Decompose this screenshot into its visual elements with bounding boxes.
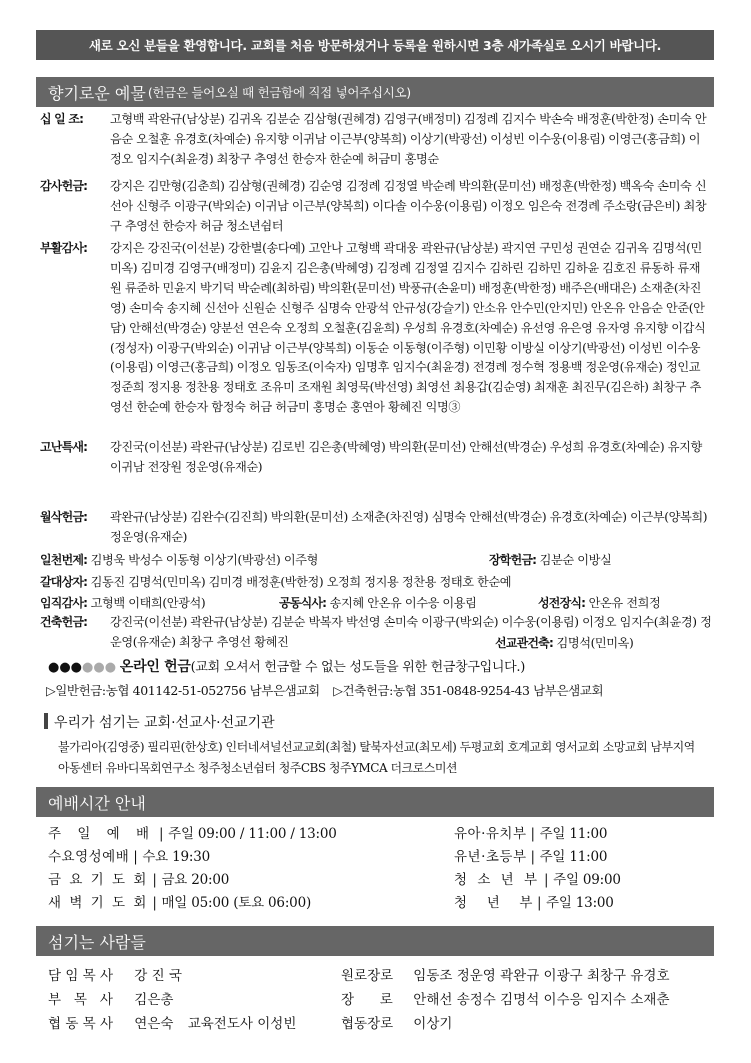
worship-row: 청 년 부 | 주일 13:00: [454, 895, 614, 911]
section-bar-icon: [44, 713, 48, 729]
staff-title: 섬기는 사람들: [48, 932, 146, 952]
staff-row-elders: 장 로 안해선 송정수 김명석 이수응 임지수 소재춘: [341, 992, 670, 1008]
welcome-banner: 새로 오신 분들을 환영합니다. 교회를 처음 방문하셨거나 등록을 원하시면 3층 새가족실로 오시기 바랍니다.: [36, 30, 714, 60]
staff-row-elders: 협동장로 이상기: [341, 1016, 453, 1032]
offering-group-monthly: [40, 508, 710, 548]
worship-section-header: [36, 787, 714, 817]
offering-label: 월삭헌금:: [40, 510, 88, 524]
offering-names: 곽완규(남상분) 김완수(김진희) 박의환(문미선) 소재춘(차진영) 심명숙 안해선(박경순) 유경호(차예순) 이근부(양복희) 정운영(유재순): [110, 510, 708, 544]
general-account: ▷일반헌금:농협 401142-51-052756 남부은샘교회: [46, 683, 320, 698]
staff-row-elders: 원로장로 임동조 정운영 곽완규 이광구 최창구 유경호: [341, 968, 670, 984]
offerings-title: 향기로운 예물: [48, 83, 146, 103]
churches-list: 불가리아(김영중) 필리핀(한상호) 인터네셔널선교교회(최철) 탈북자선교(최모세) 두평교회 호계교회 영서교회 소망교회 남부지역아동센터 유바디목회연구소 청주청소년쉼터 청주CBS 청주YMCA 더크로스미션: [58, 740, 695, 775]
staff-row: 협 동 목 사 연은숙 교육전도사 이성빈: [48, 1016, 297, 1032]
offerings-subtitle: (헌금은 들어오실 때 헌금함에 직접 넣어주십시오): [147, 85, 411, 100]
decor-offering: 성전장식: 안온유 전희정: [538, 596, 661, 610]
worship-row: 유년·초등부 | 주일 11:00: [454, 849, 608, 865]
worship-row: 유아·유치부 | 주일 11:00: [454, 826, 608, 842]
worship-title: 예배시간 안내: [48, 793, 146, 813]
offering-names: 강진국(이선분) 곽완규(남상분) 김로빈 김은총(박혜영) 박의환(문미선) 안해선(박경순) 우성희 유경호(차예순) 유지향 이귀남 전장원 정운영(유재순): [110, 440, 702, 474]
worship-row: 주 일 예 배 | 주일 09:00 / 11:00 / 13:00: [48, 826, 337, 842]
offering-label: 감사헌금:: [40, 179, 88, 193]
staff-row: 부 목 사 김은총: [48, 992, 174, 1008]
offering-group-tithe: [40, 110, 710, 170]
worship-row: 청 소 년 부 | 주일 09:00: [454, 872, 621, 888]
offering-group-building: 건축헌금: 강진국(이선분) 곽완규(남상분) 김분순 박복자 박선영 손미숙 이광구(박외순) 이수웅(이용림) 이정오 임지수(최윤경) 정운영(유재순) 최창구 추영선 황혜진: [40, 615, 712, 649]
offering-group-easter: [40, 239, 710, 418]
staff-section-header: [36, 926, 714, 956]
mission-building-offering: 선교관건축: 김명석(민미옥): [495, 636, 634, 650]
dot-icon: ●●●: [82, 660, 117, 675]
churches-header: 우리가 섬기는 교회·선교사·선교기관: [44, 712, 275, 732]
scholarship-offering: 장학헌금: 김분순 이방실: [489, 553, 612, 567]
offering-group-thanks: [40, 177, 710, 237]
online-offering: ●●●●●● 온라인 헌금(교회 오셔서 헌금할 수 없는 성도들을 위한 헌금창구입니다.): [48, 659, 526, 675]
offering-label: 부활감사:: [40, 241, 88, 255]
offering-label: 고난특새:: [40, 440, 88, 454]
offering-names: 강지은 김만형(김춘희) 김삼형(권혜경) 김순영 김정례 김정열 박순례 박의환(문미선) 배정훈(박한정) 백옥숙 손미숙 신선아 신형주 이광구(박외순) 이귀남 이근부(양복희) 이다솔 이수웅(이용림) 이정오 임은숙 전경례 주소랑(금은비) 최창구 추영선 한승자 허금 청소년쉼터: [110, 179, 707, 233]
building-account: ▷건축헌금:농협 351-0848-9254-43 남부은샘교회: [333, 683, 604, 698]
offering-group-passion: [40, 438, 710, 478]
worship-row: 새 벽 기 도 회 | 매일 05:00 (토요 06:00): [48, 895, 312, 911]
offerings-section-header: [36, 77, 714, 107]
bank-accounts: [46, 681, 603, 699]
worship-row: 금 요 기 도 회 | 금요 20:00: [48, 872, 230, 888]
offering-label: 십 일 조:: [40, 112, 84, 126]
staff-row: 담 임 목 사 강 진 국: [48, 968, 183, 984]
meal-offering: 공동식사: 송지혜 안온유 이수응 이용림: [279, 596, 477, 610]
offering-names: 강지은 강진국(이선분) 강한별(송다예) 고안나 고형백 곽대웅 곽완규(남상분) 곽지연 구민성 권연순 김귀옥 김명석(민미옥) 김미경 김영구(배정미) 김윤지 김은총(박혜영) 김정례 김정열 김지수 김하린 김하민 김하윤 김호진 류동하 류재원 류준하 민윤지 박기덕 박순례(최하림) 박의환(문미선) 박풍규(손윤미) 배정훈(박한정) 배주은(배대은) 소재춘(차진영) 손미숙 송지혜 신선아 신원순 신형주 심명숙 안광석 안규성(강슬기) 안소유 안수민(안지민) 안온유 안음순 안준(안담) 안해선(박경순) 양분선 연은숙 오정희 오철훈(김윤희) 우성희 유경호(차예순) 유선영 유은영 유자영 유지향 이갑식(정성자) 이광구(박외순) 이귀남 이근부(양복희) 이동순 이동형(이주형) 이민황 이방실 이상기(박광선) 이성빈 이수웅(이용림) 이영근(홍금희) 이정오 임동조(이숙자) 임명후 임지수(최윤경) 전경례 정수혁 정용백 정운영(유재순) 정인교 정준희 정지용 정찬용 정태호 조유미 조재원 최영묵(박선영) 최영선 최용갑(김순영) 최재훈 최진무(김은하) 최창구 추영선 한순예 한승자 함정숙 허금 허금미 홍명순 홍연아 황혜진 익명③: [110, 241, 706, 415]
dot-icon: ●●●: [48, 660, 83, 675]
offering-names: 고형백 곽완규(남상분) 김귀옥 김분순 김삼형(권혜경) 김영구(배정미) 김정례 김지수 박손숙 배정훈(박한정) 손미숙 안음순 오철훈 유경호(차예순) 유지향 이귀남 이근부(양복희) 이상기(박광선) 이성빈 이수웅(이용림) 이영근(홍금희) 이정오 임지수(최윤경) 최창구 추영선 한승자 한순예 허금미 홍명순: [110, 112, 707, 166]
offering-line-ordination: 임직감사: 고형백 이태희(안광석) 공동식사: 송지혜 안온유 이수응 이용림 성전장식: 안온유 전희정: [40, 593, 712, 613]
offering-line-reed-box: 갈대상자: 김동진 김명석(민미옥) 김미경 배정훈(박한정) 오정희 정지용 정찬용 정태호 한순예: [40, 575, 512, 589]
worship-row: 수요영성예배 | 수요 19:30: [48, 849, 210, 865]
offering-line-first-birthday: 일천번제: 김병욱 박성수 이동형 이상기(박광선) 이주형 장학헌금: 김분순 이방실: [40, 550, 712, 570]
